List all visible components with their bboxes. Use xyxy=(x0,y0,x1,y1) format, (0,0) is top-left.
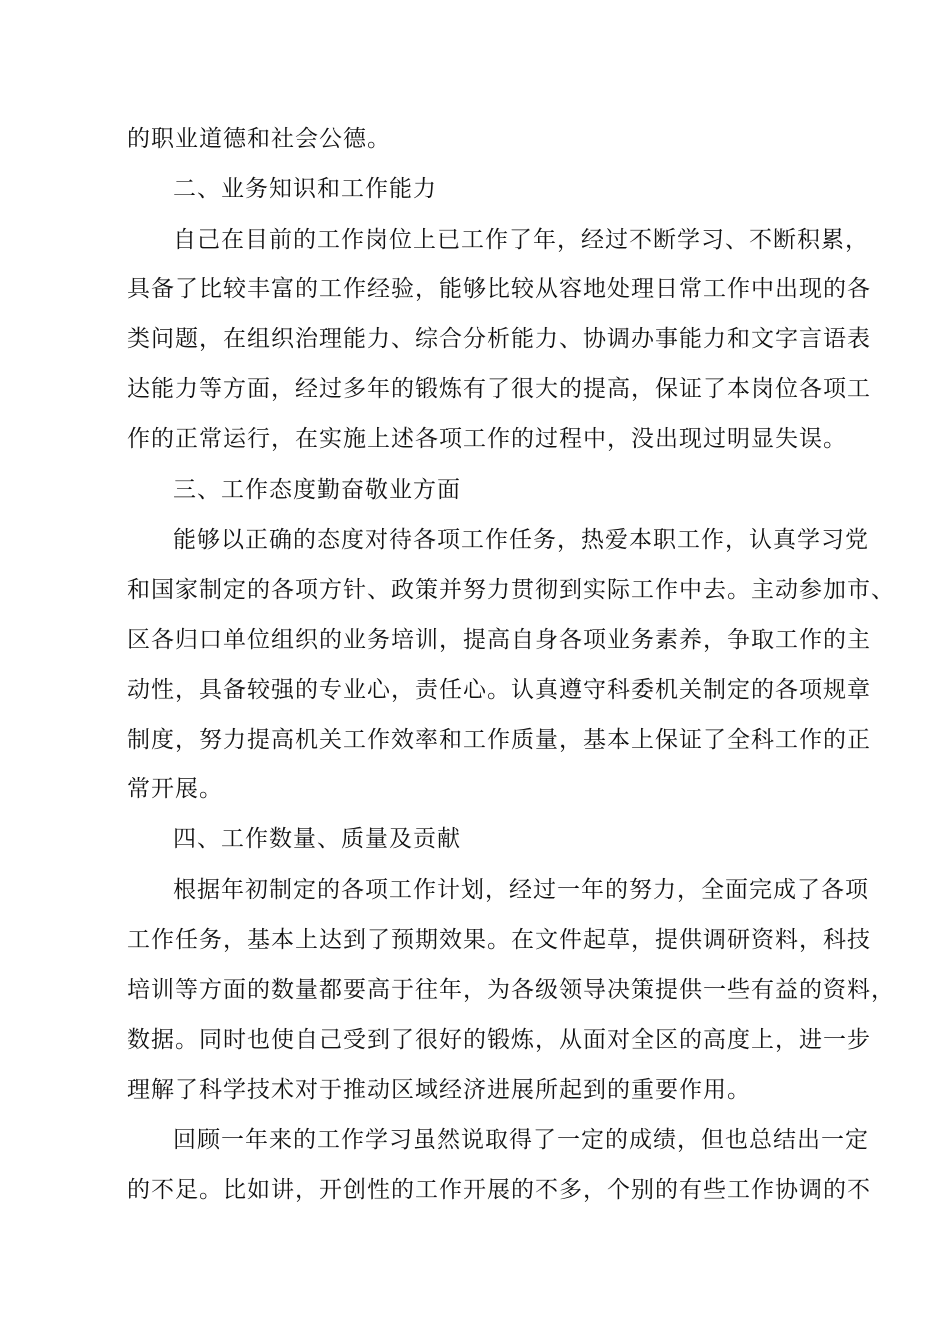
paragraph-line: 的不足。比如讲，开创性的工作开展的不多，个别的有些工作协调的不 xyxy=(127,1177,871,1203)
paragraph-line: 区各归口单位组织的业务培训，提高自身各项业务素养，争取工作的主 xyxy=(127,627,871,653)
paragraph-line: 和国家制定的各项方针、政策并努力贯彻到实际工作中去。主动参加市、 xyxy=(127,577,895,603)
paragraph-line: 自己在目前的工作岗位上已工作了年，经过不断学习、不断积累， xyxy=(173,227,869,253)
paragraph-line: 理解了科学技术对于推动区域经济进展所起到的重要作用。 xyxy=(127,1077,751,1103)
paragraph-line: 具备了比较丰富的工作经验，能够比较从容地处理日常工作中出现的各 xyxy=(127,276,871,302)
paragraph-line: 达能力等方面，经过多年的锻炼有了很大的提高，保证了本岗位各项工 xyxy=(127,376,871,402)
paragraph-line: 制度，努力提高机关工作效率和工作质量，基本上保证了全科工作的正 xyxy=(127,727,871,753)
paragraph-line: 能够以正确的态度对待各项工作任务，热爱本职工作，认真学习党 xyxy=(173,527,869,553)
paragraph-line: 培训等方面的数量都要高于往年，为各级领导决策提供一些有益的资料， xyxy=(127,977,895,1003)
paragraph-line: 根据年初制定的各项工作计划，经过一年的努力，全面完成了各项 xyxy=(173,877,869,903)
paragraph-line: 回顾一年来的工作学习虽然说取得了一定的成绩，但也总结出一定 xyxy=(173,1127,869,1153)
paragraph-line: 动性，具备较强的专业心，责任心。认真遵守科委机关制定的各项规章 xyxy=(127,677,871,703)
paragraph-line: 工作任务，基本上达到了预期效果。在文件起草，提供调研资料，科技 xyxy=(127,927,871,953)
paragraph-line: 的职业道德和社会公德。 xyxy=(127,126,391,152)
paragraph-line: 类问题，在组织治理能力、综合分析能力、协调办事能力和文字言语表 xyxy=(127,326,871,352)
paragraph-line: 常开展。 xyxy=(127,776,223,802)
section-heading-2: 二、业务知识和工作能力 xyxy=(173,176,437,202)
paragraph-line: 作的正常运行，在实施上述各项工作的过程中，没出现过明显失误。 xyxy=(127,426,847,452)
section-heading-4: 四、工作数量、质量及贡献 xyxy=(173,826,461,852)
section-heading-3: 三、工作态度勤奋敬业方面 xyxy=(173,477,461,503)
paragraph-line: 数据。同时也使自己受到了很好的锻炼，从面对全区的高度上，进一步 xyxy=(127,1027,871,1053)
